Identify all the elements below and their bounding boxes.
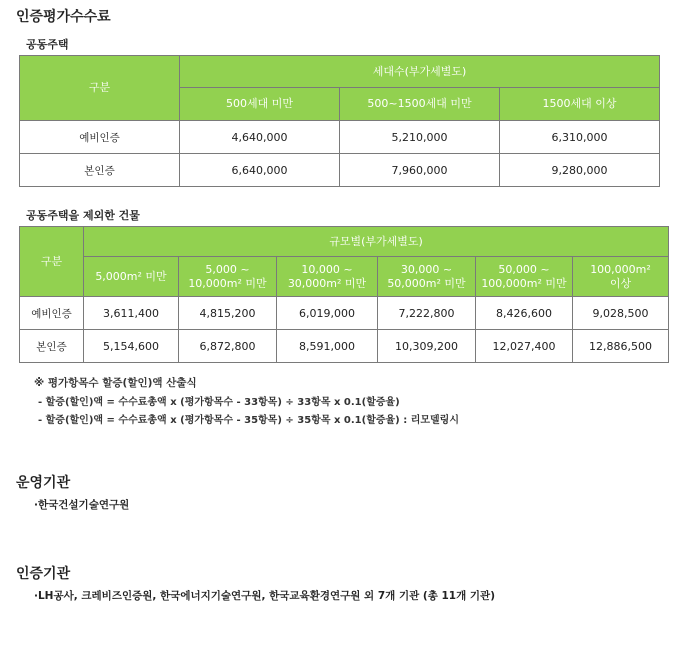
row-label: 예비인증 bbox=[20, 297, 84, 330]
fee-cell: 8,426,600 bbox=[476, 297, 573, 330]
fee-cell: 3,611,400 bbox=[84, 297, 179, 330]
fee-cell: 8,591,000 bbox=[277, 330, 378, 363]
fee-cell: 6,872,800 bbox=[179, 330, 277, 363]
operator-item: ·한국건설기술연구원 bbox=[34, 499, 130, 511]
fee-cell: 12,027,400 bbox=[476, 330, 573, 363]
table2-col-header: 5,000m² 미만 bbox=[84, 257, 179, 297]
fee-cell: 5,154,600 bbox=[84, 330, 179, 363]
notes-title: ※ 평가항목수 할증(할인)액 산출식 bbox=[34, 377, 197, 389]
fee-cell: 6,310,000 bbox=[500, 121, 660, 154]
fee-cell: 12,886,500 bbox=[573, 330, 669, 363]
fee-cell: 9,028,500 bbox=[573, 297, 669, 330]
operator-heading: 운영기관 bbox=[16, 475, 71, 491]
apartment-fee-table bbox=[19, 55, 660, 187]
fee-cell: 6,019,000 bbox=[277, 297, 378, 330]
table-row bbox=[20, 330, 669, 363]
table1-heading: 공동주택 bbox=[26, 38, 69, 51]
fee-cell: 10,309,200 bbox=[378, 330, 476, 363]
certifier-heading: 인증기관 bbox=[16, 566, 71, 582]
table2-col-header: 30,000 ~ 50,000m² 미만 bbox=[378, 257, 476, 297]
building-fee-table bbox=[19, 226, 669, 363]
table-row bbox=[20, 297, 669, 330]
row-label: 예비인증 bbox=[20, 121, 180, 154]
certifier-item: ·LH공사, 크레비즈인증원, 한국에너지기술연구원, 한국교육환경연구원 외 7개 기관 (총 11개 기관) bbox=[34, 590, 495, 602]
table2-col-header: 50,000 ~ 100,000m² 미만 bbox=[476, 257, 573, 297]
fee-cell: 4,640,000 bbox=[180, 121, 340, 154]
table1-col-header: 1500세대 이상 bbox=[500, 88, 660, 121]
table2-corner-header: 구분 bbox=[20, 227, 84, 297]
table2-group-header: 규모별(부가세별도) bbox=[84, 227, 669, 257]
table2-col-header: 10,000 ~ 30,000m² 미만 bbox=[277, 257, 378, 297]
row-label: 본인증 bbox=[20, 154, 180, 187]
table1-group-header: 세대수(부가세별도) bbox=[180, 56, 660, 88]
notes-line: - 할증(할인)액 = 수수료총액 x (평가항목수 - 33항목) ÷ 33항목 x 0.1(할증율) bbox=[38, 397, 400, 408]
fee-cell: 6,640,000 bbox=[180, 154, 340, 187]
fee-cell: 5,210,000 bbox=[340, 121, 500, 154]
row-label: 본인증 bbox=[20, 330, 84, 363]
table1-corner-header: 구분 bbox=[20, 56, 180, 121]
table2-heading: 공동주택을 제외한 건물 bbox=[26, 209, 140, 222]
fee-cell: 7,222,800 bbox=[378, 297, 476, 330]
table1-col-header: 500세대 미만 bbox=[180, 88, 340, 121]
fee-cell: 7,960,000 bbox=[340, 154, 500, 187]
table-row bbox=[20, 121, 660, 154]
table-row bbox=[20, 154, 660, 187]
table2-col-header: 5,000 ~ 10,000m² 미만 bbox=[179, 257, 277, 297]
table1-col-header: 500~1500세대 미만 bbox=[340, 88, 500, 121]
notes-line: - 할증(할인)액 = 수수료총액 x (평가항목수 - 35항목) ÷ 35항목 x 0.1(할증율) : 리모델링시 bbox=[38, 415, 460, 426]
fee-cell: 9,280,000 bbox=[500, 154, 660, 187]
page-title: 인증평가수수료 bbox=[16, 9, 111, 25]
fee-cell: 4,815,200 bbox=[179, 297, 277, 330]
table2-col-header: 100,000m² 이상 bbox=[573, 257, 669, 297]
